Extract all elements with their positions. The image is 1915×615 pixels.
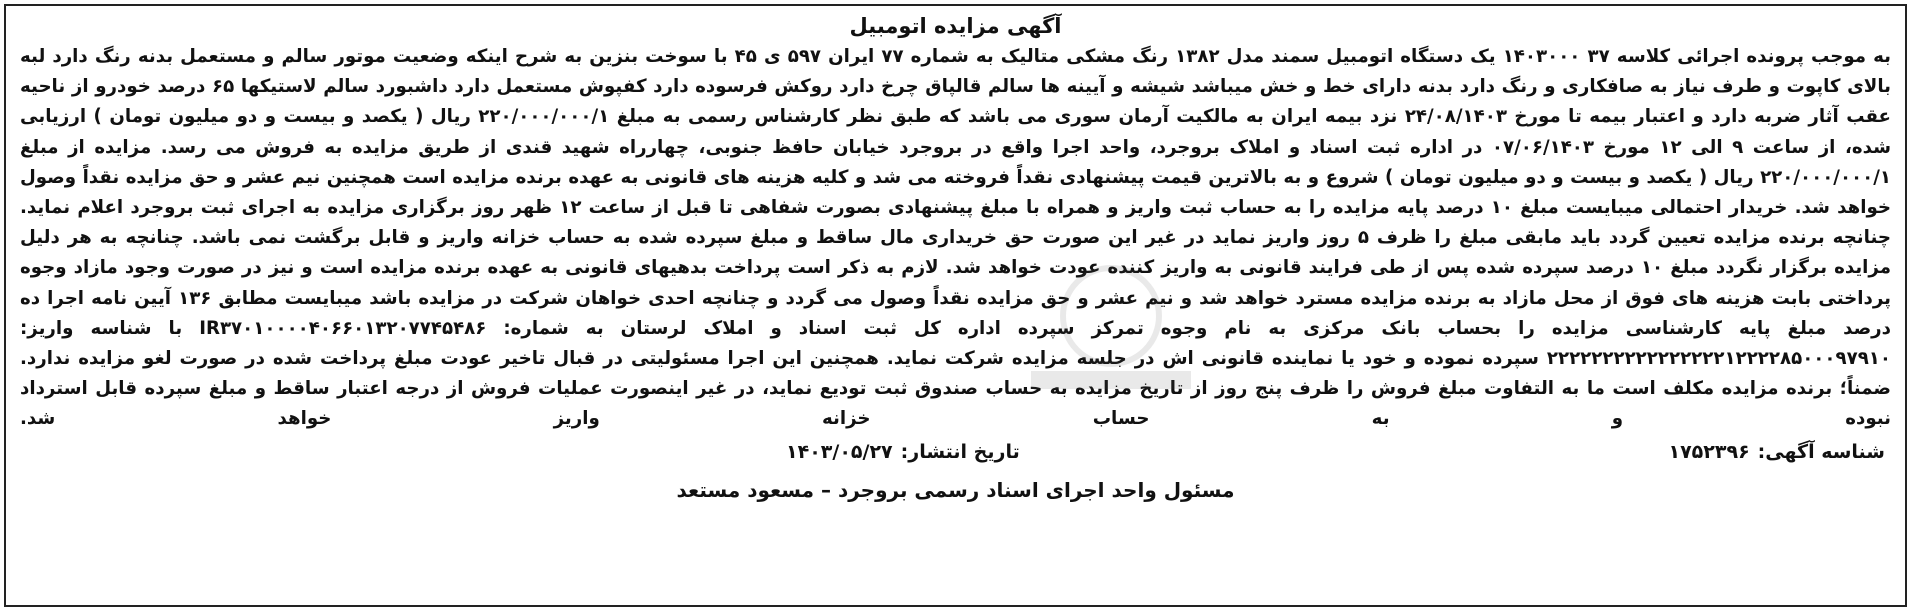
notice-meta [20, 437, 1891, 467]
auction-notice [4, 4, 1907, 607]
ad-id-label: شناسه آگهی: [1757, 440, 1885, 463]
publish-date-label: تاریخ انتشار: [900, 440, 1020, 463]
notice-title: آگهی مزایده اتومبیل [849, 14, 1062, 38]
publish-group [786, 437, 1020, 467]
notice-signature: مسئول واحد اجرای اسناد رسمی بروجرد – مسعود مستعد [676, 477, 1235, 502]
notice-body: به موجب پرونده اجرائی کلاسه ۳۷ ۱۴۰۳۰۰۰ یک دستگاه اتومبیل سمند مدل ۱۳۸۲ رنگ مشکی متالیک به شماره ۷۷ ایران ۵۹۷ ی ۴۵ با سوخت بنزین به شرح اینکه وضعیت موتور سالم و مستعمل بدنه رنگ دارد لبه بالای کاپوت و طرف نیاز به صافکاری و رنگ دارد بدنه دارای خط و خش میباشد شیشه و آیینه ها سالم قالپاق چرخ دارد روکش فرسوده دارد کفپوش مستعمل دارد داشبورد سالم لاستیکها ۶۵ درصد خودرو از ناحیه عقب آثار ضربه دارد و اعتبار بیمه تا مورخ ۲۴/۰۸/۱۴۰۳ نزد بیمه ایران به مالکیت آرمان سوری می باشد که طبق نظر کارشناس رسمی به مبلغ ۲۲۰/۰۰۰/۰۰۰/۱ ریال ( یکصد و بیست و دو میلیون تومان ) ارزیابی شده، از ساعت ۹ الی ۱۲ مورخ ۰۷/۰۶/۱۴۰۳ در اداره ثبت اسناد و املاک بروجرد، واحد اجرا واقع در بروجرد خیابان حافظ جنوبی، چهارراه شهید قندی از طریق مزایده به فروش می رسد. مزایده از مبلغ ۲۲۰/۰۰۰/۰۰۰/۱ ریال ( یکصد و بیست و دو میلیون تومان ) شروع و به بالاترین قیمت پیشنهادی نقداً فروخته می شد و کلیه هزینه های قانونی به عهده برنده مزایده است همچنین نیم عشر و حق مزایده نقداً وصول خواهد شد. خریدار احتمالی میبایست مبلغ ۱۰ درصد پایه مزایده را به حساب ثبت واریز و همراه با مبلغ پیشنهادی بصورت شفاهی تا قبل از ساعت ۱۲ ظهر روز برگزاری مزایده به اجرای ثبت بروجرد اعلام نماید. چنانچه برنده مزایده تعیین گردد باید مابقی مبلغ را ظرف ۵ روز واریز نماید در غیر این صورت حق خریداری مال ساقط و مبلغ سپرده شده به حساب خزانه واریز و قابل برگشت نمی باشد. چنانچه به هر دلیل مزایده برگزار نگردد مبلغ ۱۰ درصد سپرده شده پس از طی فرایند قانونی به واریز کننده عودت خواهد شد. لازم به ذکر است پرداخت بدهیهای قانونی به عهده برنده مزایده است و نیز در صورت وجود مازاد وجوه پرداختی بابت هزینه های فوق از محل مازاد به برنده مزایده مسترد خواهد شد و نیم عشر و حق مزایده نقداً وصول می گردد و چنانچه احدی خواهان شرکت در مزایده باشد میبایست مطابق ۱۳۶ آیین نامه اجرا ده درصد مبلغ پایه کارشناسی مزایده را بحساب بانک مرکزی به نام وجوه تمرکز سپرده اداره کل ثبت اسناد و املاک لرستان به شماره: IR۳۷۰۱۰۰۰۰۴۰۶۶۰۱۳۲۰۷۷۴۵۴۸۶ با شناسه واریز: ۲۲۲۲۲۲۲۲۲۲۲۲۲۲۲۲۱۲۲۲۲۸۵۰۰۰۹۷۹۱۰ سپرده نموده و خود یا نماینده قانونی اش در جلسه مزایده شرکت نماید. همچنین این اجرا مسئولیتی در قبال تاخیر عودت مبلغ پرداخت شده در صورت لغو مزایده ندارد. ضمناً؛ برنده مزایده مکلف است ما به التفاوت مبلغ فروش را ظرف پنج روز از تاریخ مزایده به حساب صندوق ثبت توديع نماید، در غیر اینصورت عملیات فروش از درجه اعتبار ساقط و مبلغ سپرده قابل استرداد نبوده و به حساب خزانه واریز خواهد شد. [20, 46, 1892, 430]
ad-id-value: ۱۷۵۲۳۹۶ [1668, 440, 1750, 463]
ad-id-group [1668, 437, 1885, 467]
publish-date-value: ۱۴۰۳/۰۵/۲۷ [786, 440, 893, 463]
